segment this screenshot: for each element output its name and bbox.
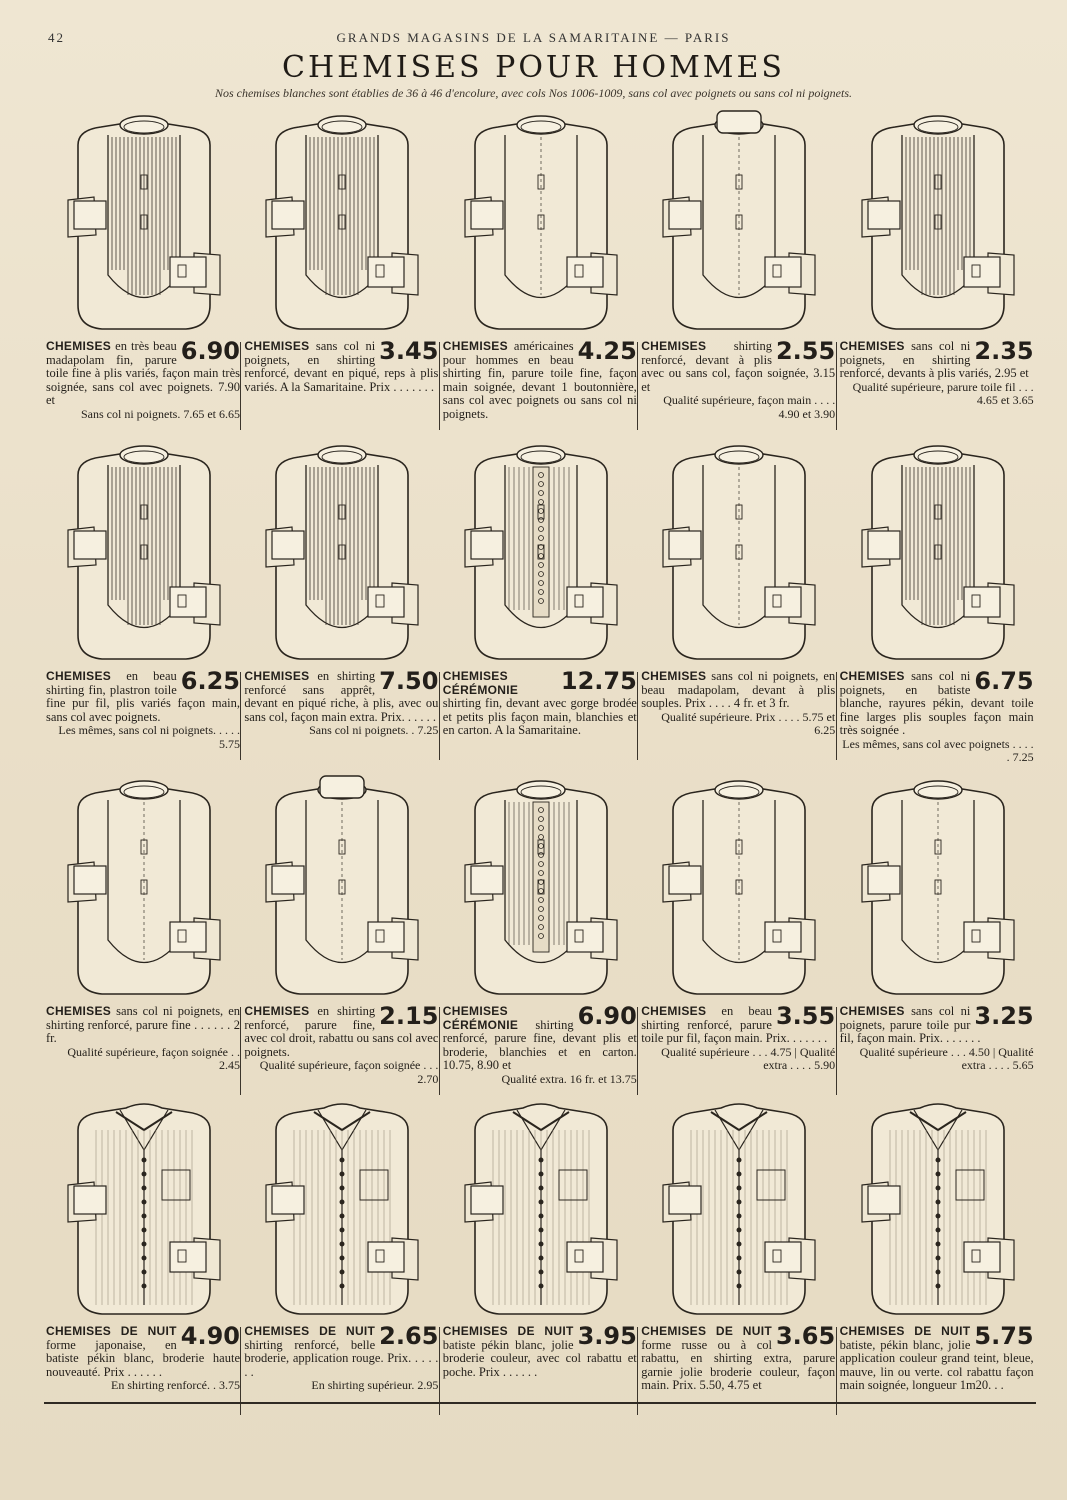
product-name: CHEMISES CÉRÉMONIE xyxy=(442,1004,519,1032)
product-description xyxy=(244,1322,439,1393)
product-name: CHEMISES CÉRÉMONIE xyxy=(442,669,519,697)
product-name: CHEMISES xyxy=(641,1004,707,1018)
product-variant-price: En shirting supérieur. 2.95 xyxy=(311,1378,439,1392)
shirt-illustration xyxy=(264,435,420,670)
shirt-illustration xyxy=(463,770,619,1005)
product-description xyxy=(442,337,637,421)
product-variant-price: Qualité supérieure . . . 4.75 | Qualité extra . . . . 5.90 xyxy=(661,1044,836,1072)
shirt-illustration xyxy=(860,435,1016,670)
shirt-illustration xyxy=(66,105,222,340)
product-description xyxy=(442,667,637,738)
product-name: CHEMISES DE NUIT xyxy=(244,1324,376,1338)
product-text: batiste, pékin blanc, jolie application couleur grand teint, bleue, mauve, lin ou verte. col rabattu façon main soignée, longueur 1m20. . . xyxy=(839,1337,1034,1392)
product-price: 3.55 xyxy=(775,1002,836,1030)
running-title: GRANDS MAGASINS DE LA SAMARITAINE — PARIS xyxy=(336,30,731,45)
product-variant-price: Qualité supérieure, façon main . . . . 4.90 et 3.90 xyxy=(663,393,836,421)
shirt-illustration xyxy=(463,1090,619,1325)
column-divider xyxy=(240,1007,241,1095)
column-divider xyxy=(439,1007,440,1095)
product-description xyxy=(46,1322,240,1393)
column-divider xyxy=(637,672,638,760)
column-divider xyxy=(836,342,837,430)
shirt-illustration xyxy=(661,105,817,340)
product-description xyxy=(442,1322,637,1379)
product-text: batiste pékin blanc, jolie broderie couleur, avec col rabattu et poche. Prix . . . . . . xyxy=(442,1337,637,1379)
product-description xyxy=(839,1002,1034,1073)
product-text: sans col ni poignets, en shirting renforcé, parure fine . . . . . . 2 fr. xyxy=(46,1004,240,1045)
page-number: 42 xyxy=(48,30,65,45)
product-price: 2.15 xyxy=(379,1002,439,1030)
product-text: sans col ni poignets, en beau madapolam, devant à plis souples. Prix . . . . 4 fr. et 3 fr. xyxy=(641,669,836,710)
product-name: CHEMISES xyxy=(839,669,905,683)
product-variant-price: Sans col ni poignets. . 7.25 xyxy=(309,723,439,737)
product-name: CHEMISES xyxy=(839,1004,905,1018)
shirt-illustration xyxy=(66,770,222,1005)
column-divider xyxy=(637,342,638,430)
product-name: CHEMISES xyxy=(46,669,112,683)
column-divider xyxy=(836,1007,837,1095)
product-price: 3.65 xyxy=(775,1322,836,1350)
product-description xyxy=(244,1002,439,1086)
product-price: 4.90 xyxy=(180,1322,240,1350)
product-name: CHEMISES xyxy=(839,339,905,353)
shirt-illustration xyxy=(264,105,420,340)
product-text: en très beau madapolam fin, parure toile fine à plis variés, façon main très soignée, sans col avec poignets. 7.90 et xyxy=(46,339,240,407)
product-price: 6.25 xyxy=(180,667,240,695)
product-name: CHEMISES xyxy=(442,339,508,353)
product-description xyxy=(839,667,1034,765)
shirt-illustration xyxy=(661,435,817,670)
product-variant-price: Qualité supérieure, façon soignée . . . 2.70 xyxy=(259,1058,439,1086)
product-price: 6.90 xyxy=(180,337,240,365)
product-name: CHEMISES DE NUIT xyxy=(641,1324,772,1338)
product-text: forme japonaise, en batiste pékin blanc, broderie haute nouveauté. Prix . . . . . . xyxy=(46,1337,240,1379)
shirt-illustration xyxy=(860,1090,1016,1325)
product-price: 3.95 xyxy=(577,1322,637,1350)
column-divider xyxy=(240,342,241,430)
product-description xyxy=(244,337,439,394)
product-name: CHEMISES xyxy=(244,1004,310,1018)
shirt-illustration xyxy=(860,105,1016,340)
product-text: en shirting renforcé, parure fine, avec col droit, rabattu ou sans col avec poignets. xyxy=(244,1004,439,1059)
product-variant-price: Qualité supérieure, façon soignée . . 2.45 xyxy=(67,1044,240,1072)
product-description xyxy=(244,667,439,738)
shirt-illustration xyxy=(661,1090,817,1325)
shirt-illustration xyxy=(264,1090,420,1325)
product-text: sans col ni poignets, en shirting renforcé, devants à plis variés, 2.95 et xyxy=(839,339,1029,380)
product-variant-price: Qualité supérieure, parure toile fil . . . 4.65 et 3.65 xyxy=(852,379,1034,407)
product-variant-price: Qualité supérieure. Prix . . . . 5.75 et 6.25 xyxy=(661,709,836,737)
column-divider xyxy=(240,672,241,760)
product-description xyxy=(839,337,1034,408)
product-text: en beau shirting fin, plastron toile fine pur fil, plis variés façon main, sans col avec poignets. xyxy=(46,669,240,724)
product-price: 5.75 xyxy=(974,1322,1034,1350)
product-price: 12.75 xyxy=(560,667,637,695)
bottom-rule xyxy=(44,1402,1036,1404)
product-text: shirting renforcé, parure fine, devant plis et broderie, blanchies et en carton. 10.75, 8.90 et xyxy=(442,1017,637,1072)
product-row xyxy=(44,770,1036,1095)
product-text: sans col ni poignets, en batiste blanche, rayures pékin, devant toile fine larges plis souples façon main très soignée . xyxy=(839,669,1034,737)
product-text: américaines pour hommes en beau shirting fin, parure toile fine, façon main soignée, devant 1 boutonnière, sans col avec poignets ou sans col ni poignets. xyxy=(442,339,637,421)
product-text: shirting fin, devant avec gorge brodée et petits plis façon main, blanchies et en carton. A la Samaritaine. xyxy=(442,696,637,737)
product-text: forme russe ou à col rabattu, en shirting extra, parure garnie jolie broderie couleur, façon main. Prix. 5.50, 4.75 et xyxy=(641,1337,836,1392)
product-row xyxy=(44,1090,1036,1390)
product-row xyxy=(44,105,1036,430)
product-description xyxy=(46,1005,240,1073)
product-description xyxy=(839,1322,1034,1393)
product-text: sans col ni poignets, en shirting renforcé, devant en piqué, reps à plis variés. A la Samaritaine. Prix . . . . . . . xyxy=(244,339,439,394)
product-name: CHEMISES xyxy=(46,1004,112,1018)
shirt-illustration xyxy=(463,105,619,340)
shirt-illustration xyxy=(66,435,222,670)
product-description xyxy=(641,1002,836,1073)
product-name: CHEMISES xyxy=(641,669,707,683)
product-text: en beau shirting renforcé, parure toile pur fil, façon main. Prix. . . . . . . xyxy=(641,1004,828,1045)
product-price: 6.90 xyxy=(577,1002,637,1030)
shirt-illustration xyxy=(66,1090,222,1325)
product-row xyxy=(44,435,1036,764)
product-price: 2.35 xyxy=(974,337,1034,365)
product-text: shirting renforcé, belle broderie, application rouge. Prix. . . . . . . xyxy=(244,1337,439,1379)
product-text: shirting renforcé, devant à plis avec ou sans col, façon soignée, 3.15 et xyxy=(641,339,836,394)
product-price: 4.25 xyxy=(577,337,637,365)
product-description xyxy=(641,670,835,738)
product-variant-price: Sans col ni poignets. 7.65 et 6.65 xyxy=(81,406,240,421)
product-variant-price: Qualité supérieure . . . 4.50 | Qualité extra . . . . 5.65 xyxy=(859,1044,1034,1072)
product-price: 3.45 xyxy=(379,337,439,365)
shirt-illustration xyxy=(860,770,1016,1005)
page-header xyxy=(40,30,1027,50)
shirt-illustration xyxy=(661,770,817,1005)
product-variant-price: Les mêmes, sans col avec poignets . . . . . 7.25 xyxy=(842,736,1034,764)
product-text: sans col ni poignets, parure toile pur fil, façon main. Prix. . . . . . . xyxy=(839,1004,981,1045)
product-description xyxy=(641,1322,836,1393)
product-name: CHEMISES DE NUIT xyxy=(442,1324,574,1338)
product-name: CHEMISES xyxy=(244,339,310,353)
product-name: CHEMISES DE NUIT xyxy=(46,1324,177,1338)
product-text: en shirting renforcé sans apprêt, devant en piqué riche, à plis, avec ou sans col, façon main extra. Prix. . . . . . xyxy=(244,669,439,724)
product-name: CHEMISES xyxy=(641,339,707,353)
product-description xyxy=(46,667,240,751)
product-price: 2.55 xyxy=(775,337,836,365)
product-variant-price: Qualité extra. 16 fr. et 13.75 xyxy=(501,1071,637,1086)
page-title: CHEMISES POUR HOMMES xyxy=(282,50,785,85)
product-description xyxy=(46,337,240,421)
product-price: 2.65 xyxy=(379,1322,439,1350)
page-subtitle: Nos chemises blanches sont établies de 36 à 46 d'encolure, avec cols Nos 1006-1009, sans col avec poignets ou sans col ni poignets. xyxy=(214,86,853,100)
column-divider xyxy=(836,672,837,760)
product-description xyxy=(442,1002,637,1086)
product-variant-price: Les mêmes, sans col ni poignets. . . . . 5.75 xyxy=(58,723,240,751)
column-divider xyxy=(439,672,440,760)
product-price: 3.25 xyxy=(974,1002,1034,1030)
column-divider xyxy=(637,1007,638,1095)
product-price: 7.50 xyxy=(379,667,439,695)
product-name: CHEMISES DE NUIT xyxy=(839,1324,971,1338)
product-variant-price: En shirting renforcé. . 3.75 xyxy=(111,1378,240,1392)
product-name: CHEMISES xyxy=(46,339,112,353)
product-description xyxy=(641,337,836,421)
shirt-illustration xyxy=(463,435,619,670)
product-price: 6.75 xyxy=(974,667,1034,695)
shirt-illustration xyxy=(264,770,420,1005)
product-name: CHEMISES xyxy=(244,669,310,683)
column-divider xyxy=(439,342,440,430)
